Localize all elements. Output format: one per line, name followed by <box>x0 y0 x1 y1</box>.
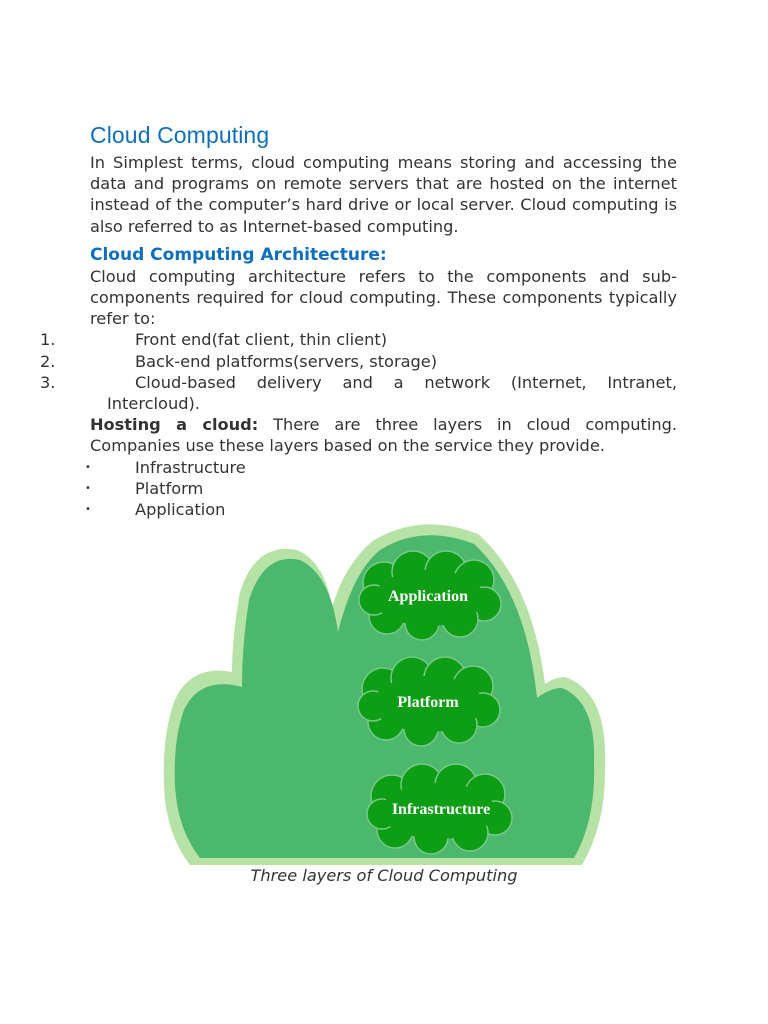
architecture-heading: Cloud Computing Architecture: <box>90 244 387 265</box>
list-item <box>40 329 677 350</box>
list-number: 1. <box>40 330 56 350</box>
list-item <box>40 372 677 414</box>
architecture-paragraph: Cloud computing architecture refers to the components and sub-components required for cloud computing. These components typically refer to: <box>90 266 677 329</box>
list-item <box>85 457 677 478</box>
list-number: 3. <box>40 372 56 392</box>
intro-paragraph: In Simplest terms, cloud computing means storing and accessing the data and programs on remote servers that are hosted on the internet instead of the computer’s hard drive or local server. Cloud computing is also referred to as Internet-based computing. <box>90 153 677 236</box>
hosting-text: There are three layers in cloud computing. Companies use these layers based on the service they provide. <box>90 415 678 456</box>
components-list <box>40 329 677 414</box>
infrastructure-label: Infrastructure <box>391 801 491 818</box>
cloud-diagram <box>160 522 610 872</box>
list-item <box>40 351 677 372</box>
cloud-layers-figure <box>160 522 610 872</box>
list-number: 2. <box>40 351 56 371</box>
bullet-icon: • <box>85 504 91 516</box>
list-text: Cloud-based delivery and a network (Internet, Intranet, Intercloud). <box>107 372 677 414</box>
layers-list <box>85 457 677 521</box>
list-text: Infrastructure <box>135 457 246 477</box>
hosting-label: Hosting a cloud: <box>90 415 259 435</box>
figure-caption: Three layers of Cloud Computing <box>250 866 518 885</box>
list-item <box>85 499 677 520</box>
list-item <box>85 478 677 499</box>
bullet-icon: • <box>85 482 91 494</box>
hosting-paragraph <box>90 414 677 456</box>
document-body <box>40 118 678 520</box>
list-text: Front end(fat client, thin client) <box>135 330 388 350</box>
page-title: Cloud Computing <box>90 122 270 148</box>
bullet-icon: • <box>85 461 91 473</box>
list-text: Application <box>135 500 226 520</box>
application-label: Application <box>387 588 469 605</box>
platform-label: Platform <box>397 694 459 711</box>
list-text: Back-end platforms(servers, storage) <box>135 351 438 371</box>
list-text: Platform <box>135 478 204 498</box>
